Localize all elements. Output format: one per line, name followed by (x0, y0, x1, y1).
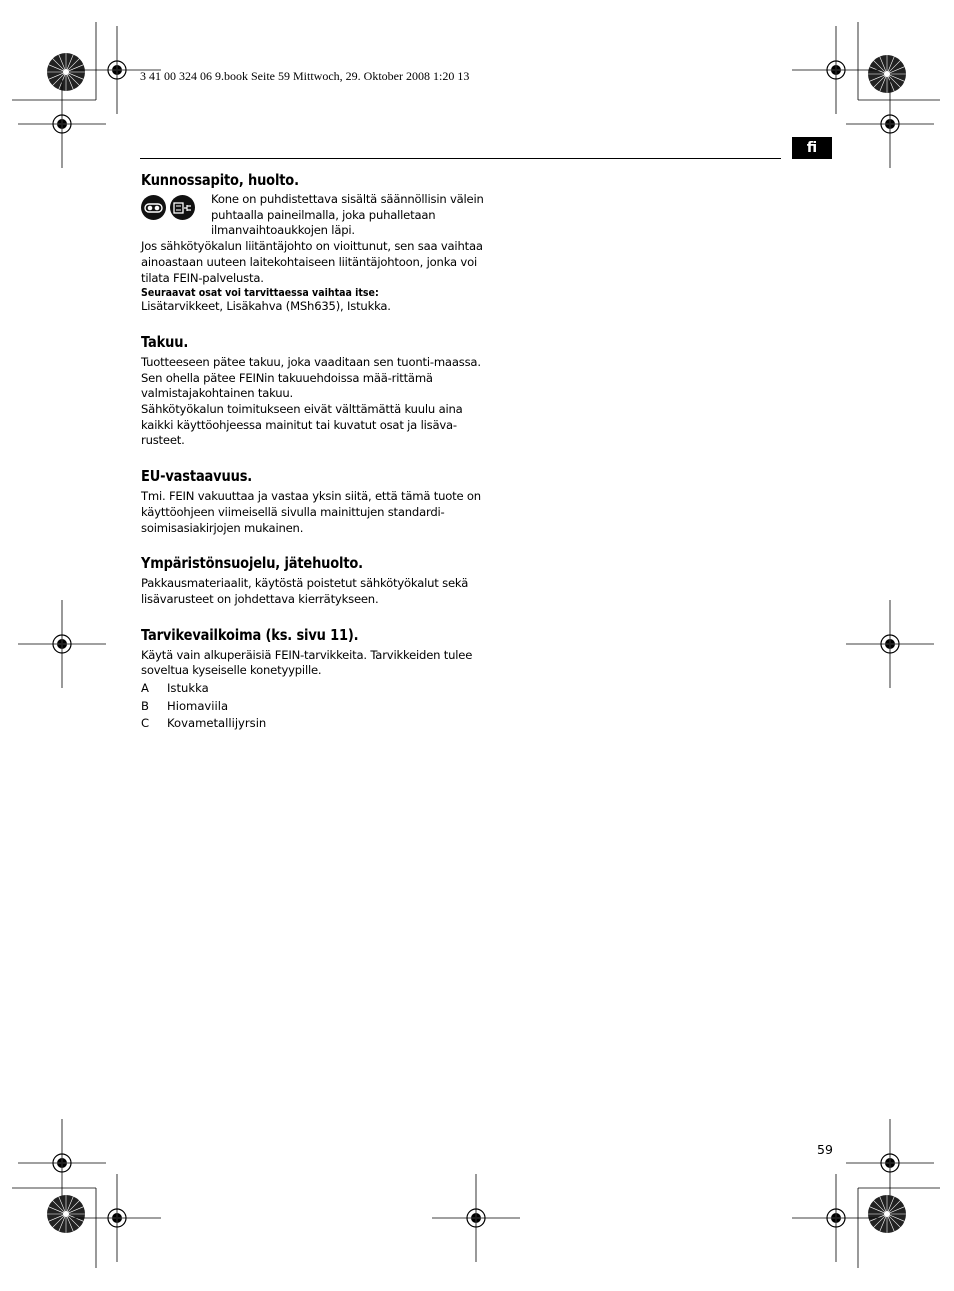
section-heading: Ympäristönsuojelu, jätehuolto. (141, 554, 363, 573)
list-item-label: Hiomaviila (167, 698, 229, 713)
list-item (141, 680, 486, 698)
icon-note-text: Kone on puhdistettava sisältä säännöllisin välein puhtaalla paineilmalla, joka puhalletaan ilmanvaihtoaukkojen läpi. (211, 192, 484, 238)
paragraph: Jos sähkötyökalun liitäntäjohto on vioittunut, sen saa vaihtaa ainoastaan uuteen laitekohtaiseen liitäntäjohtoon, jonka voi tilata FEIN-palvelusta. (141, 239, 483, 285)
list-item-letter: A (141, 681, 149, 696)
list-item (141, 698, 486, 716)
icon-note (141, 192, 486, 239)
bold-note: Seuraavat osat voi tarvittaessa vaihtaa itse: (141, 286, 379, 300)
section-heading: EU-vastaavuus. (141, 467, 253, 486)
content-column (141, 171, 486, 733)
header-rule (140, 158, 781, 159)
paragraph: Tuotteeseen pätee takuu, joka vaaditaan sen tuonti-maassa. Sen ohella pätee FEINin takuuehdoissa mää-rittämä valmistajakohtainen takuu. (141, 354, 481, 401)
list-item-label: Istukka (167, 681, 209, 696)
accessory-list (141, 680, 486, 733)
list-item-letter: C (141, 716, 150, 731)
paragraph: Sähkötyökalun toimitukseen eivät välttämättä kuulu aina kaikki käyttöohjeessa mainitut tai kuvatut osat ja lisäva-rusteet. (141, 402, 463, 448)
section-accessories (141, 626, 486, 733)
paragraph: Lisätarvikkeet, Lisäkahva (MSh635), Istukka. (141, 299, 391, 314)
list-item (141, 715, 486, 733)
paragraph: Pakkausmateriaalit, käytöstä poistetut sähkötyökalut sekä lisävarusteet on johdettava kierrätykseen. (141, 576, 469, 606)
language-tab: fi (792, 137, 832, 159)
paragraph: Käytä vain alkuperäisiä FEIN-tarvikkeita. Tarvikkeiden tulee soveltua kyseiselle konetyypille. (141, 647, 473, 678)
page-number: 59 (817, 1142, 833, 1157)
section-conformity (141, 467, 486, 536)
section-heading: Tarvikevailkoima (ks. sivu 11). (141, 625, 359, 644)
safety-goggles-icon (141, 195, 166, 220)
list-item-label: Kovametallijyrsin (167, 716, 267, 731)
section-heading: Kunnossapito, huolto. (141, 171, 299, 189)
print-header: 3 41 00 324 06 9.book Seite 59 Mittwoch, 29. Oktober 2008 1:20 13 (140, 69, 470, 83)
unplug-icon (170, 195, 195, 220)
list-item-letter: B (141, 698, 149, 713)
section-maintenance (141, 171, 486, 315)
section-warranty (141, 333, 486, 449)
icon-group (141, 192, 211, 220)
paragraph: Tmi. FEIN vakuuttaa ja vastaa yksin siitä, että tämä tuote on käyttöohjeen viimeisellä sivulla mainittujen standardi-soimisasiakirjojen mukainen. (141, 489, 481, 535)
section-heading: Takuu. (141, 332, 189, 351)
section-environment (141, 554, 486, 607)
